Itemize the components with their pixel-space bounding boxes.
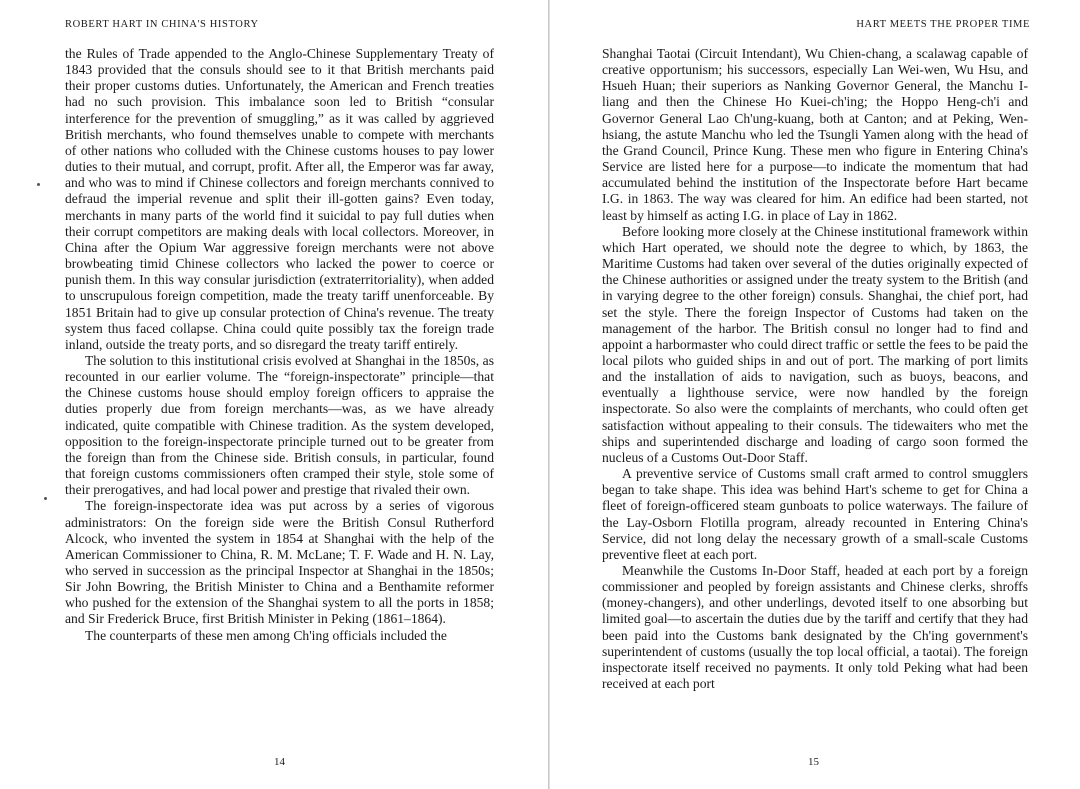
right-page xyxy=(552,0,1080,789)
paragraph: The solution to this institutional crisis evolved at Shanghai in the 1850s, as recounted in our earlier volume. The “foreign-inspectorate” principle—that the Chinese customs house should employ foreign officers to appraise the duties properly due from foreign merchants—was, as we have already indicated, quite compatible with Chinese tradition. As the system developed, opposition to the foreign-inspectorate principle turned out to be greater from the foreign than from the Chinese side. British consuls, in particular, found that foreign customs commissioners often cramped their style, stole some of their prerogatives, and had local power and prestige that rivaled their own. xyxy=(65,352,494,498)
book-gutter xyxy=(548,0,550,789)
margin-speck xyxy=(37,183,40,186)
page-number-right: 15 xyxy=(808,756,819,768)
paragraph: The foreign-inspectorate idea was put across by a series of vigorous administrators: On the foreign side were the British Consul Rutherford Alcock, who invented the system in 1854 at Shanghai with the help of the American Commissioner to China, R. M. McLane; T. F. Wade and H. N. Lay, who served in succession as the principal Inspector at Shanghai in the 1850s; Sir John Bowring, the British Minister to China and a Benthamite reformer who pushed for the extension of the Shanghai system to all the ports in 1858; and Sir Frederick Bruce, first British Minister in Peking (1861–1864). xyxy=(65,498,494,627)
paragraph: A preventive service of Customs small craft armed to control smugglers began to take shape. This idea was behind Hart's scheme to get for China a fleet of foreign-officered steam gunboats to police waterways. The failure of the Lay-Osborn Flotilla program, already recounted in Entering China's Service, did not long delay the necessary growth of a small-scale Customs preventive fleet at each port. xyxy=(602,466,1028,562)
right-page-body xyxy=(602,46,1028,692)
paragraph: The counterparts of these men among Ch'ing officials included the xyxy=(85,627,447,643)
page-number-left: 14 xyxy=(274,756,285,768)
paragraph: Shanghai Taotai (Circuit Intendant), Wu Chien-chang, a scalawag capable of creative opportunism; his successors, especially Lan Wei-wen, Wu Hsu, and Hsueh Huan; their superiors as Nanking Governor General, the Manchu I-liang and then the Chinese Ho Kuei-ch'ing; the Hoppo Heng-ch'i and Governor General Lao Ch'ung-kuang, both at Canton; and at Peking, Wen-hsiang, the astute Manchu who led the Tsungli Yamen along with the head of the Grand Council, Prince Kung. These men who figure in Entering China's Service are listed here for a purpose—to indicate the momentum that had accumulated behind the institution of the Inspectorate before Hart became I.G. in 1863. The way was cleared for him. An edifice had been started, not least by himself as acting I.G. in place of Lay in 1862. xyxy=(602,46,1028,223)
left-page-body xyxy=(65,46,494,644)
running-head-right: HART MEETS THE PROPER TIME xyxy=(856,19,1030,30)
paragraph: Before looking more closely at the Chinese institutional framework within which Hart operated, we should note the degree to which, by 1863, the Maritime Customs had taken over several of the duties originally expected of the Chinese authorities or assigned under the treaty system to the British (and in varying degree to the other foreign) consuls. Shanghai, the chief port, had set the style. There the foreign Inspector of Customs had taken on the management of the harbor. The British consul no longer had to find and appoint a harbormaster who could direct traffic or settle the fees to be paid the local pilots who guided ships in and out of port. The marking of port limits and the installation of aids to navigation, such as buoys, beacons, and eventually a lighthouse service, were now handled by the foreign inspectorate. So also were the complaints of merchants, who could often get satisfaction without appealing to their consuls. The tidewaiters who met the ships and superintended discharge and loading of cargo soon formed the nucleus of a Customs Out-Door Staff. xyxy=(602,223,1028,465)
margin-speck xyxy=(44,497,47,500)
paragraph: Meanwhile the Customs In-Door Staff, headed at each port by a foreign commissioner and peopled by foreign assistants and Chinese clerks, shroffs (money-changers), and other underlings, devoted itself to one absorbing but limited goal—to ascertain the duties due by the tariff and certify that they had been paid into the Customs bank designated by the Ch'ing government's superintendent of customs (usually the top local official, a taotai). The foreign inspectorate itself received no payments. It only told Peking what had been received at each port xyxy=(602,563,1028,692)
running-head-left: ROBERT HART IN CHINA'S HISTORY xyxy=(65,19,259,30)
paragraph: the Rules of Trade appended to the Anglo-Chinese Supplementary Treaty of 1843 provided that the consuls should see to it that British merchants paid their proper customs duties. Unfortunately, the American and French treaties had no such provision. This imbalance soon led to British “consular interference for the prevention of smuggling,” as it was called by aggrieved British merchants, who found themselves unable to compete with merchants of other nations who colluded with the Chinese customs houses to pay lower duties to their mutual, and corrupt, profit. After all, the Emperor was far away, and who was to mind if Chinese collectors and foreign merchants connived to defraud the imperial revenue and split their ill-gotten gains? Even today, merchants in many parts of the world find it suicidal to pay full duties when their corrupt competitors are making deals with local collectors. Moreover, in China after the Opium War aggressive foreign merchants were not above browbeating timid Chinese collectors who lacked the power to coerce or punish them. In this way consular jurisdiction (extraterritoriality), when added to unscrupulous foreign competition, made the treaty tariff unenforceable. By 1851 Britain had to give up consular protection of China's revenue. The treaty system thus faced collapse. China could quite possibly tax the foreign trade inland, outside the treaty ports, and so disregard the treaty tariff entirely. xyxy=(65,46,494,352)
